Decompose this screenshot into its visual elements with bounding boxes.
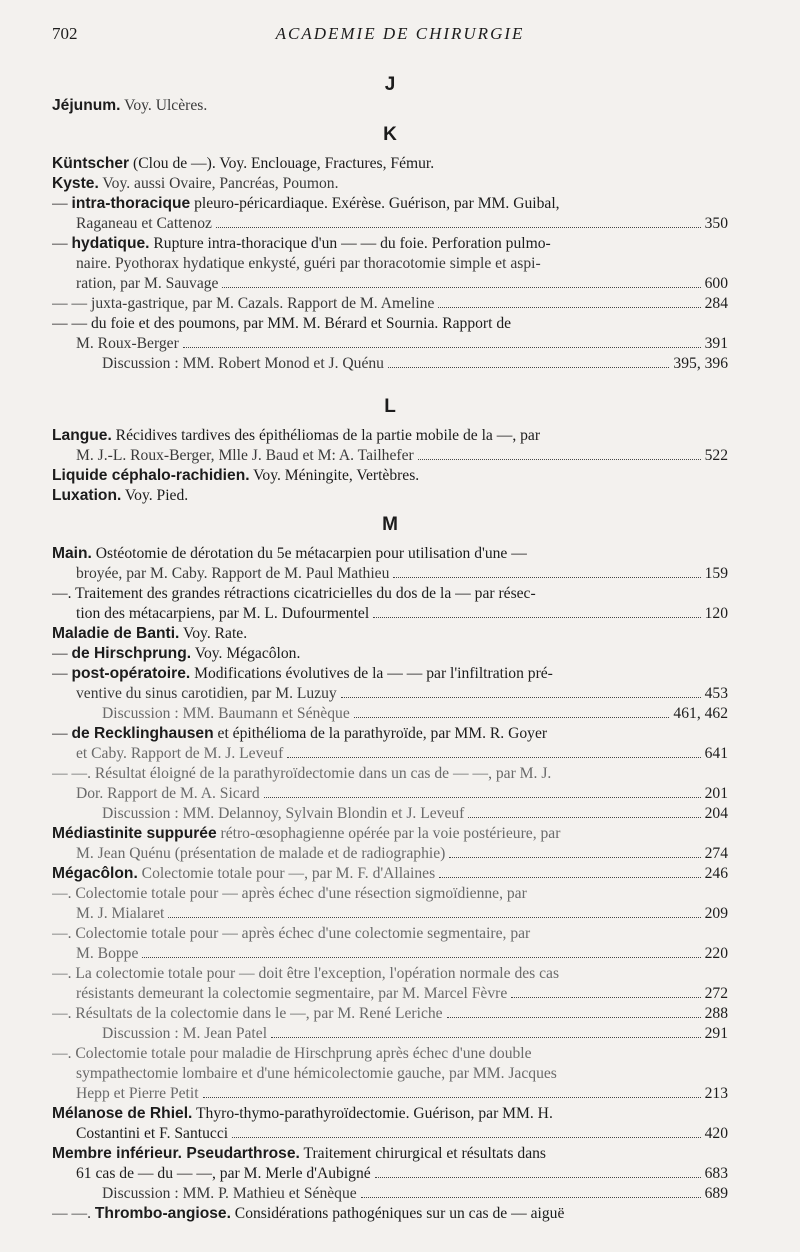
index-entry: — de Hirschprung. Voy. Mégacôlon. [52, 645, 301, 662]
index-entry: broyée, par M. Caby. Rapport de M. Paul Mathieu 159 [76, 565, 728, 582]
index-entry: Membre inférieur. Pseudarthrose. Traitement chirurgical et résultats dans [52, 1145, 546, 1162]
index-entry: 61 cas de — du — —, par M. Merle d'Aubigné 683 [76, 1165, 728, 1182]
index-entry: — post-opératoire. Modifications évolutives de la — — par l'infiltration pré- [52, 665, 553, 682]
index-entry: ration, par M. Sauvage 600 [76, 275, 728, 292]
index-entry: Discussion : MM. P. Mathieu et Sénèque 689 [102, 1185, 728, 1202]
index-entry: Langue. Récidives tardives des épithéliomas de la partie mobile de la —, par [52, 427, 541, 444]
index-entry: ventive du sinus carotidien, par M. Luzuy 453 [76, 685, 728, 702]
index-entry: — hydatique. Rupture intra-thoracique d'un — — du foie. Perforation pulmo- [52, 235, 551, 252]
index-entry: M. J.-L. Roux-Berger, Mlle J. Baud et M: A. Tailhefer 522 [76, 447, 728, 464]
section-letter-m: M [382, 514, 398, 535]
index-entry: — intra-thoracique pleuro-péricardiaque. Exérèse. Guérison, par MM. Guibal, [52, 195, 560, 212]
index-entry: et Caby. Rapport de M. J. Leveuf 641 [76, 745, 728, 762]
index-entry: — — juxta-gastrique, par M. Cazals. Rapport de M. Ameline 284 [52, 295, 728, 312]
section-letter-j: J [384, 74, 396, 95]
page-ref: 220 [704, 945, 728, 962]
page-ref: 461, 462 [673, 705, 728, 722]
index-entry: Kyste. Voy. aussi Ovaire, Pancréas, Poumon. [52, 175, 339, 192]
page-header [52, 24, 748, 44]
page-ref: 522 [704, 447, 728, 464]
index-entry: Mégacôlon. Colectomie totale pour —, par M. F. d'Allaines 246 [52, 865, 728, 882]
running-title: ACADEMIE DE CHIRURGIE [275, 24, 525, 43]
page-ref: 120 [704, 605, 728, 622]
section-letter-l: L [384, 396, 396, 417]
index-entry: Dor. Rapport de M. A. Sicard 201 [76, 785, 728, 802]
index-entry: —. Résultats de la colectomie dans le —, par M. René Leriche 288 [52, 1005, 728, 1022]
index-entry: M. J. Mialaret 209 [76, 905, 728, 922]
page-ref: 284 [704, 295, 728, 312]
index-entry: sympathectomie lombaire et d'une hémicolectomie gauche, par MM. Jacques [76, 1065, 557, 1082]
index-entry: Discussion : MM. Robert Monod et J. Quénu 395, 396 [102, 355, 728, 372]
index-entry: Costantini et F. Santucci 420 [76, 1125, 728, 1142]
page-ref: 213 [704, 1085, 728, 1102]
page-ref: 641 [704, 745, 728, 762]
index-entry: — —. Résultat éloigné de la parathyroïdectomie dans un cas de — —, par M. J. [52, 765, 552, 782]
page-ref: 600 [704, 275, 728, 292]
page-ref: 689 [704, 1185, 728, 1202]
index-entry: — — du foie et des poumons, par MM. M. Bérard et Sournia. Rapport de [52, 315, 512, 332]
index-entry: Hepp et Pierre Petit 213 [76, 1085, 728, 1102]
page-ref: 683 [704, 1165, 728, 1182]
index-entry: —. Colectomie totale pour — après échec d'une colectomie segmentaire, par [52, 925, 531, 942]
index-entry: résistants demeurant la colectomie segmentaire, par M. Marcel Fèvre 272 [76, 985, 728, 1002]
page-ref: 420 [704, 1125, 728, 1142]
page-number: 702 [52, 24, 78, 43]
page-ref: 274 [704, 845, 728, 862]
index-entry: Discussion : MM. Delannoy, Sylvain Blondin et J. Leveuf 204 [102, 805, 728, 822]
index-entry: tion des métacarpiens, par M. L. Dufourmentel 120 [76, 605, 728, 622]
page-ref: 288 [704, 1005, 728, 1022]
index-entry: Luxation. Voy. Pied. [52, 487, 189, 504]
page-ref: 209 [704, 905, 728, 922]
page-ref: 246 [704, 865, 728, 882]
index-entry: Mélanose de Rhiel. Thyro-thymo-parathyroïdectomie. Guérison, par MM. H. [52, 1105, 553, 1122]
index-entry: Küntscher (Clou de —). Voy. Enclouage, Fractures, Fémur. [52, 155, 435, 172]
section-letter-k: K [383, 124, 397, 145]
page-ref: 395, 396 [673, 355, 728, 372]
index-entry: — de Recklinghausen et épithélioma de la parathyroïde, par MM. R. Goyer [52, 725, 548, 742]
index-entry: M. Jean Quénu (présentation de malade et de radiographie) 274 [76, 845, 728, 862]
page-ref: 204 [704, 805, 728, 822]
index-entry: Jéjunum. Voy. Ulcères. [52, 97, 208, 114]
index-entry: —. La colectomie totale pour — doit être l'exception, l'opération normale des cas [52, 965, 560, 982]
index-entry: Liquide céphalo-rachidien. Voy. Méningite, Vertèbres. [52, 467, 420, 484]
index-entry: M. Roux-Berger 391 [76, 335, 728, 352]
index-entry: —. Traitement des grandes rétractions cicatricielles du dos de la — par résec- [52, 585, 536, 602]
page-ref: 391 [704, 335, 728, 352]
index-entry: Maladie de Banti. Voy. Rate. [52, 625, 248, 642]
page-ref: 350 [704, 215, 728, 232]
index-entry: M. Boppe 220 [76, 945, 728, 962]
index-entry: — —. Thrombo-angiose. Considérations pathogéniques sur un cas de — aiguë [52, 1205, 565, 1222]
page-ref: 453 [704, 685, 728, 702]
index-entry: —. Colectomie totale pour maladie de Hirschprung après échec d'une double [52, 1045, 532, 1062]
index-entry: Raganeau et Cattenoz 350 [76, 215, 728, 232]
page-ref: 159 [704, 565, 728, 582]
page-ref: 291 [704, 1025, 728, 1042]
index-entry: naire. Pyothorax hydatique enkysté, guéri par thoracotomie simple et aspi- [76, 255, 541, 272]
index-entry: Main. Ostéotomie de dérotation du 5e métacarpien pour utilisation d'une — [52, 545, 527, 562]
index-entry: Discussion : M. Jean Patel 291 [102, 1025, 728, 1042]
page-ref: 201 [704, 785, 728, 802]
index-content [52, 74, 728, 1224]
index-entry: —. Colectomie totale pour — après échec d'une résection sigmoïdienne, par [52, 885, 527, 902]
page-ref: 272 [704, 985, 728, 1002]
index-entry: Discussion : MM. Baumann et Sénèque 461, 462 [102, 705, 728, 722]
index-entry: Médiastinite suppurée rétro-œsophagienne opérée par la voie postérieure, par [52, 825, 561, 842]
